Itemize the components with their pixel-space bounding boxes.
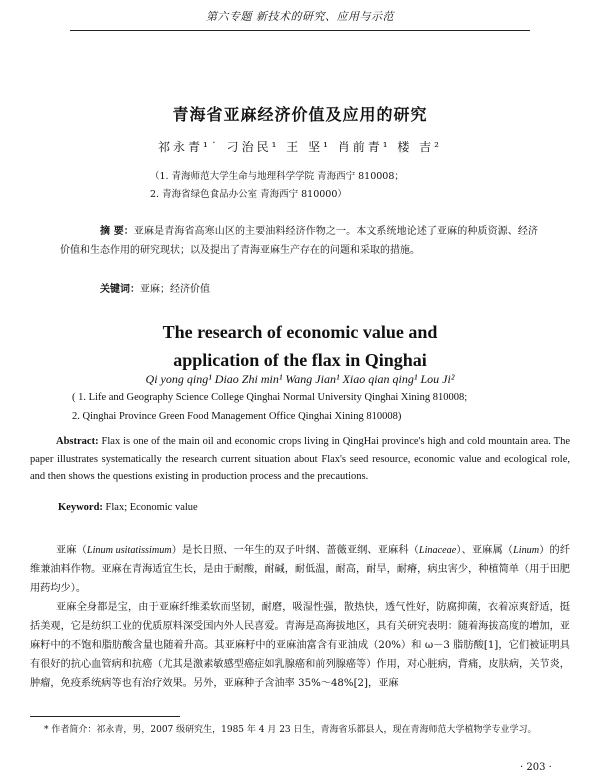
abstract-chinese — [60, 222, 538, 260]
latin-name-linum: Linum — [513, 545, 540, 556]
body-paragraph-1 — [30, 541, 570, 598]
p1-part-d: ）的纤维兼油料作物。亚麻在青海适宜生长，是由于耐酸，耐碱，耐低温，耐高，耐旱，耐瘠，病虫害少，种植简单（用于田肥用药均少）。 — [30, 545, 571, 594]
header-rule — [70, 30, 530, 31]
p1-part-c: ）、亚麻属（ — [456, 545, 514, 556]
latin-name-linaceae: Linaceae — [418, 545, 457, 556]
abstract-english-label: Abstract: — [56, 436, 99, 447]
author-footnote: * 作者简介：祁永青，男，2007 级研究生，1985 年 4 月 23 日生，青海省乐都县人，现在青海师范大学植物学专业学习。 — [44, 725, 537, 735]
p1-part-a: 亚麻（ — [56, 545, 87, 556]
footnote-rule — [30, 716, 180, 717]
title-chinese: 青海省亚麻经济价值及应用的研究 — [172, 105, 428, 124]
affiliation-english-1: ( 1. Life and Geography Science College Qinghai Normal University Qinghai Xining 810008; — [72, 392, 468, 403]
title-english — [0, 318, 600, 374]
latin-name-linum-usitatissimum: Linum usitatissimum — [86, 545, 172, 556]
keywords-english — [58, 502, 198, 513]
abstract-english — [30, 433, 570, 486]
affiliation-english-2: 2. Qinghai Province Green Food Management Office Qinghai Xining 810008) — [72, 411, 402, 422]
authors-english: Qi yong qing¹ Diao Zhi min¹ Wang Jian¹ Xiao qian qing¹ Lou Ji² — [145, 372, 455, 386]
keywords-chinese-text: 亚麻；经济价值 — [140, 284, 210, 295]
body-paragraph-2: 亚麻全身都是宝，由于亚麻纤维柔软而坚韧，耐磨，吸湿性强，散热快，透气性好，防腐抑菌，衣着凉爽舒适，挺括美观，它是纺织工业的优质原料深受国内外人民喜爱。青海是高海拔地区，具有关研究表明：随着海拔高度的增加，亚麻籽中的不饱和脂肪酸含量也随着升高。其亚麻籽中的亚麻油富含有亚油成（20%）和 ω－3 脂肪酸[1]，它们被证明具有很好的抗心血管病和抗癌（尤其是激素敏感型癌症如乳腺癌和前列腺癌等）作用，对心脏病，背痛，皮肤病，关节炎，肿瘤，免疫系统病等也有治疗效果。另外，亚麻种子含油率 35%～48%[2]，亚麻 — [30, 602, 570, 689]
keywords-chinese — [100, 280, 210, 295]
affiliation-chinese-2: 2. 青海省绿色食品办公室 青海西宁 810000） — [150, 189, 347, 200]
affiliation-chinese-1: （1. 青海师范大学生命与地理科学学院 青海西宁 810008； — [150, 171, 404, 182]
p1-part-b: ）是长日照、一年生的双子叶纲、蔷薇亚纲、亚麻科（ — [171, 545, 419, 556]
authors-chinese: 祁永青¹˙ 刁治民¹ 王 坚¹ 肖前青¹ 楼 吉² — [158, 140, 442, 154]
abstract-chinese-text: 亚麻是青海省高寒山区的主要油料经济作物之一。本文系统地论述了亚麻的种质资源、经济价值和生态作用的研究现状；以及提出了青海亚麻生产存在的问题和采取的措施。 — [60, 226, 539, 256]
keywords-english-label: Keyword: — [58, 502, 103, 513]
keywords-chinese-label: 关键词： — [100, 284, 140, 295]
page-number: · 203 · — [520, 762, 552, 773]
title-english-line-1: The research of economic value and — [162, 322, 438, 342]
keywords-english-text: Flax; Economic value — [102, 502, 198, 513]
running-header: 第六专题 新技术的研究、应用与示范 — [206, 10, 394, 23]
title-english-line-2: application of the flax in Qinghai — [173, 350, 427, 370]
abstract-english-text: Flax is one of the main oil and economic crops living in QingHai province's high and cold mountain area. The paper illustrates systematically the research current situation about Flax's seed resource, economic value and ecological role, and then shows the questions existing in production process and the precautions. — [30, 436, 570, 482]
abstract-chinese-label: 摘 要： — [100, 226, 134, 237]
